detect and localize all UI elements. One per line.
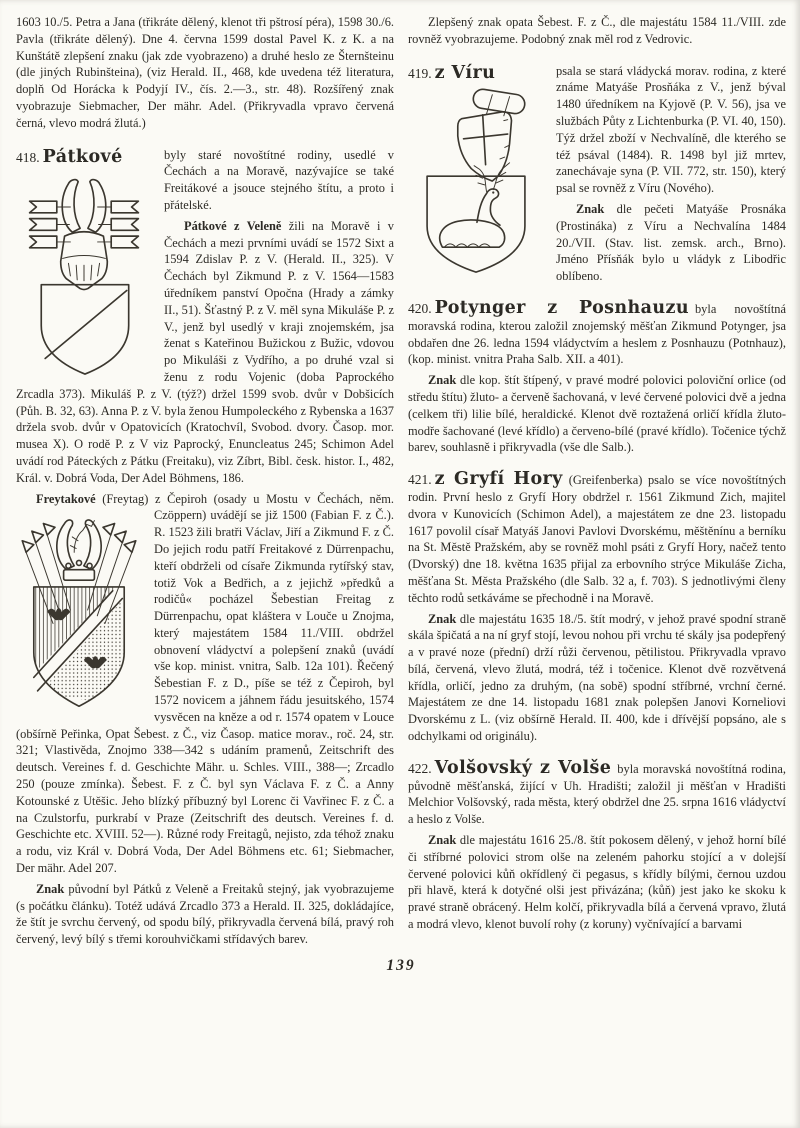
- right-column: [408, 14, 786, 948]
- entry-419: [408, 63, 786, 285]
- left-continuation-paragraph: [16, 14, 394, 132]
- patkove-znak-text: původní byl Pátků z Veleně a Freitaků stejný, jak vyobrazujeme (s počátku článku). Totéž udává Zrcadlo 373 a Herald. II. 325, dokládajíce, že štít je svrchu červený, od spodu bílý, přikryvadla červená bílá, pravý roh červený, levý bílý s třemi korouhvičkami střídavých barev.: [16, 881, 394, 947]
- viru-znak-text: dle pečeti Matyáše Prosnáka (Prostináka) z Víru a Nechvalína 1484 20./VII. (Stav. list. zemsk. arch., Brno). Jméno Přísňák bylo u vládyk z Libodřic oblíbeno.: [556, 201, 786, 284]
- left-continuation-text: 1603 10./5. Petra a Jana (třikráte dělený, klenot tři pštrosí péra), 1598 30./6. Pavla (třikráte dělený). Dne 4. června 1599 dostal Pavel K. z K. a na Kunštátě zlepšení znaku (jak zde vyobrazeno) a druhé heslo ze Šternšteinu (dle jiných Rubinšteina), (viz Herald. II., 468, kde uvedena též literatura, doplň Od Horácka k Podyjí IV., čís. 2.—3., str. 48). Rozšířený znak vyobrazuje Siebmacher, Der mähr. Adel. (Přikryvadla vpravo červená černá, vlevo modrá žlutá.): [16, 15, 394, 130]
- volsovsky-znak-text: dle majestátu 1616 25./8. štít pokosem dělený, v jehož horní bílé či stříbrné polovici strom olše na zeleném pahorku stojící a v dolejší červené polovici kůň okřídlený či pegasus, s křídly bílými, černou uzdou při hlavě, která k dotyčné olši jest přivázána; (kůň) jest jako ke skoku k pravé straně obrácený. Helm kolčí, přikryvadla bílá a červená vpravo, žlutá a modrá vlevo, klenot buvolí rohy (z koruny) vyčnívající a barvami: [408, 833, 786, 932]
- entry-418-lead-text: byly staré novoštítné rodiny, usedlé v Čechách a na Moravě, nazývajíce se také Freitákové a jsouce stejného štítu, a proto i přátelské.: [164, 147, 394, 212]
- entry-419-rail: [408, 62, 544, 277]
- entry-422: [408, 757, 786, 933]
- entry-420: [408, 297, 786, 456]
- patkove-velene-text: žili na Moravě i v Čechách a mezi prvními uvádí se 1572 Sixt a 1594 Zdislav P. z V. (Herald. II., 325). V Čechách byl Zikmund P. z V. 1564—1583 úředníkem panství Opočna (Hrady a zámky II., 51). Šťastný P. z V. měl syna Mikuláše P. z V., jenž byl usedlý v kraji znojemském, jsa ženat s Kateřinou Bužickou z Bužic, vdovou po Mikuláši z Vydřího, a po druhé vzal si ženu z rodu Vojenic (doba Paprockého Zrcadla 373). Mikuláš P. z V. (týž?) držel 1599 svob. dvůr v Dobšicích (Půh. B. 32, 63). Anna P. z V. byla ženou Humpoleckého z Rybenska a 1637 držela svob. dvůr v Opatovicích (Kratochvíl, Svobod. dvory. Časop. mor. musea X). O rodě P. z V viz Paprocký, Enuncleatus 245; Schimon Adel uvádí rod Páteckých z Pátku (Freitaku), viz Zíbrt, Bibl. česk. histor. I., 482, Král. v. Dobrá Voda, Der Adel Böhmens, 186.: [16, 218, 394, 485]
- entry-418-number: 418.: [16, 149, 40, 165]
- gryfi-hory-znak-lead-in: Znak: [428, 611, 457, 626]
- volsovsky-znak-lead-in: Znak: [428, 833, 457, 848]
- right-continuation-text: Zlepšený znak opata Šebest. F. z Č., dle majestátu 1584 11./VIII. zde rovněž vyobrazujeme. Podobný znak měl rod z Vedrovic.: [408, 15, 786, 46]
- entry-420-name: Potynger z Posnhauzu: [434, 297, 689, 318]
- freytakove-text-b: v Čechách, něm. Czöppern) uvádějí se již 1500 (Fabian F. z Č.). R. 1523 žili bratři Václav, Jiří a Zikmund F. z Č. Do jejich rodu patří Freitakové z Dürrenpachu, kteří obdrželi od císaře Zikmunda rytířský stav, totiž Vok a Bedřich, a z jejichž »předků a rodičů« pocházel Šebestian Freitag z Dürrenpachu, opat kláštera v Louče u Znojma, který majestátem 1584 11./VIII. obdržel obnovení vládyctví a polepšení znaků (uvádí vše kop. minist. vnitra, Salb. 12a 101). Řečený Šebestian F. z D., píše se též z Čepiroh, byl 1572 novicem a jáhnem řádu jesuitského, 1574 vysvěcen na kněze a od r. 1574 opatem v Louce (obšírně Peřinka, Opat Šebest. z Č., viz Časop. matice morav., roč. 24, str. 321; Vlastivěda, Znojmo 338—342 s udáním pramenů, Zeitschrift des deutsch. Vereines f. d. Geschichte Mähr. u. Schles. VIII., 388—; Zrcadlo 250 (pouze zmínka). Šebest. F. z Č. byl syn Václava F. z Č. a Anny Kotounské z Utěšic. Jeho blízký příbuzný byl Lorenc či Vavřinec F. z Č. a na Czulstorfu, purkrabí v Praze (Zeitschrift des deutsch. Vereines f. d. Geschichte etc. XVIII. 52—). Různé rody Freitagů, nejisto, zda téhož znaku a rodu, viz Král v. Dobrá Voda, Der Adel Böhmens etc. 61; Siebmacher, Der mähr. Adel 207.: [16, 491, 394, 876]
- patkove-znak-lead-in: Znak: [36, 881, 65, 896]
- freytakove-text-a: (Freytag) z Čepiroh (osady u Mostu: [102, 491, 298, 506]
- viru-znak-lead-in: Znak: [576, 201, 605, 216]
- entry-418-heading: [16, 146, 152, 167]
- two-column-text: [16, 14, 786, 948]
- entry-419-name: z Víru: [434, 62, 496, 83]
- freytag-arms-illustration: [16, 510, 142, 712]
- entry-420-lead-text: byla novoštítná moravská rodina, kterou založil znojemský měšťan Zikmund Potynger, jsa obdařen dne 26. ledna 1594 vládyctvím a heslem z Posnhauzu (Potnhauz), (kop. minist. vnitra Praha Salb. XII. a 401).: [408, 301, 786, 367]
- potynger-znak-paragraph: [408, 372, 786, 456]
- entry-422-heading-paragraph: [408, 757, 786, 828]
- entry-418-name: Pátkové: [42, 146, 123, 167]
- entry-421-name: z Gryfí Hory: [434, 469, 563, 490]
- potynger-znak-lead-in: Znak: [428, 373, 457, 388]
- volsovsky-znak-paragraph: [408, 832, 786, 933]
- entry-422-name: Volšovský z Volše: [434, 757, 612, 778]
- freytakove-lead-in: Freytakové: [36, 491, 96, 506]
- entry-419-number: 419.: [408, 65, 432, 81]
- left-column: [16, 14, 394, 948]
- gryfi-hory-znak-paragraph: [408, 611, 786, 745]
- entry-420-number: 420.: [408, 300, 432, 316]
- patkove-znak-paragraph: [16, 881, 394, 948]
- freytakove-paragraph: [16, 491, 394, 877]
- viru-arms-illustration: [415, 88, 537, 276]
- patkove-arms-illustration: [18, 172, 150, 376]
- potynger-znak-text: dle kop. štít štípený, v pravé modré polovici poloviční orlice (od středu štítu) žluto- a červeně šachovaná, v levé červené polovici dvě a jedna (celkem tři) lilie bílé, heraldické. Klenot dvě roztažená orličí křídla žluto-modře šachované (levé křídlo) a červeno-bílé (pravé křídlo). Točenice týchž barev, souhlasně i přikryvadla (vše dle Salb.).: [408, 373, 786, 455]
- right-continuation-paragraph: [408, 14, 786, 48]
- entry-421-heading-paragraph: [408, 471, 786, 606]
- entry-419-heading: [408, 62, 544, 83]
- entry-418: [16, 147, 394, 948]
- entry-420-heading-paragraph: [408, 297, 786, 368]
- patkove-velene-lead-in: Pátkové z Veleně: [184, 218, 282, 233]
- entry-422-number: 422.: [408, 760, 432, 776]
- entry-421: [408, 471, 786, 745]
- entry-422-lead-text: byla moravská novoštítná rodina, původně měšťanská, žijící v Uh. Hradišti; založil ji měšťan v Hradišti Melchior Volšovský, rada města, který obdržel dne 25. srpna 1616 vládyctví a heslo z Volše.: [408, 761, 786, 827]
- entry-421-number: 421.: [408, 472, 432, 488]
- entry-421-lead-text: (Greifenberka) psalo se více novoštítných rodin. První heslo z Gryfí Hory obdržel r. 1561 Zikmund Zich, majitel dvora v Kunovicích (Schimon Adel), a majestátem ze dne 23. listopadu 1617 povolil císař Matyáš Janovi Pavlovi Dvorskému, měštěnínu a berníku na St. Městě Pražském, aby se rovněž mohl psáti z Gryfí Hory, načež tento (Dvorský) dne 18. května 1635 přijal za erbovního strýce Mikuláše Zicha, měšťana St. Města Pražského (dle Salb. 32 a, f. 703). S jednotlivými členy těchto rodů setkáváme se přechodně i na Moravě.: [408, 473, 786, 605]
- gryfi-hory-znak-text: dle majestátu 1635 18./5. štít modrý, v jehož pravé spodní straně skála špičatá a na ní gryf stojí, levou nohou při vrchu té skály jsa podepřený a v pravé noze (přední) drží růži červenou, pětilistou. Přikryvadla vpravo bílá, červená, vlevo žlutá, modrá, též i točenice. Klenot dvě rozvětvená křídla, orličí, jedno za druhým, (na sobě) spodní stříbrné, vrchní černé. Majestátem ze dne 14. listopadu 1681 znak polepšen Janovi Korneliovi Dvorskému z L. (viz obšírně Herald. II. 400, kde i dřívější popsáno, ale s odchylkami od originálu).: [408, 611, 786, 744]
- entry-419-lead-text: psala se stará vládycká morav. rodina, z které známe Matyáše Prosňáka z V., jenž býval 1480 úředníkem na Kyjově (P. V. 56), jsa ve službách Půty z Lichtenburka (P. VI. 40, 150). Týž držel zboží v Nechvalíně, dle kterého se též psával (1484). R. 1498 byl již mrtev, zanechávaje syna (P. VII. 772, str. 150), který psal se rovněž z Víru (Nového).: [556, 63, 786, 196]
- entry-418-rail: [16, 146, 152, 377]
- page-number: 139: [386, 957, 416, 975]
